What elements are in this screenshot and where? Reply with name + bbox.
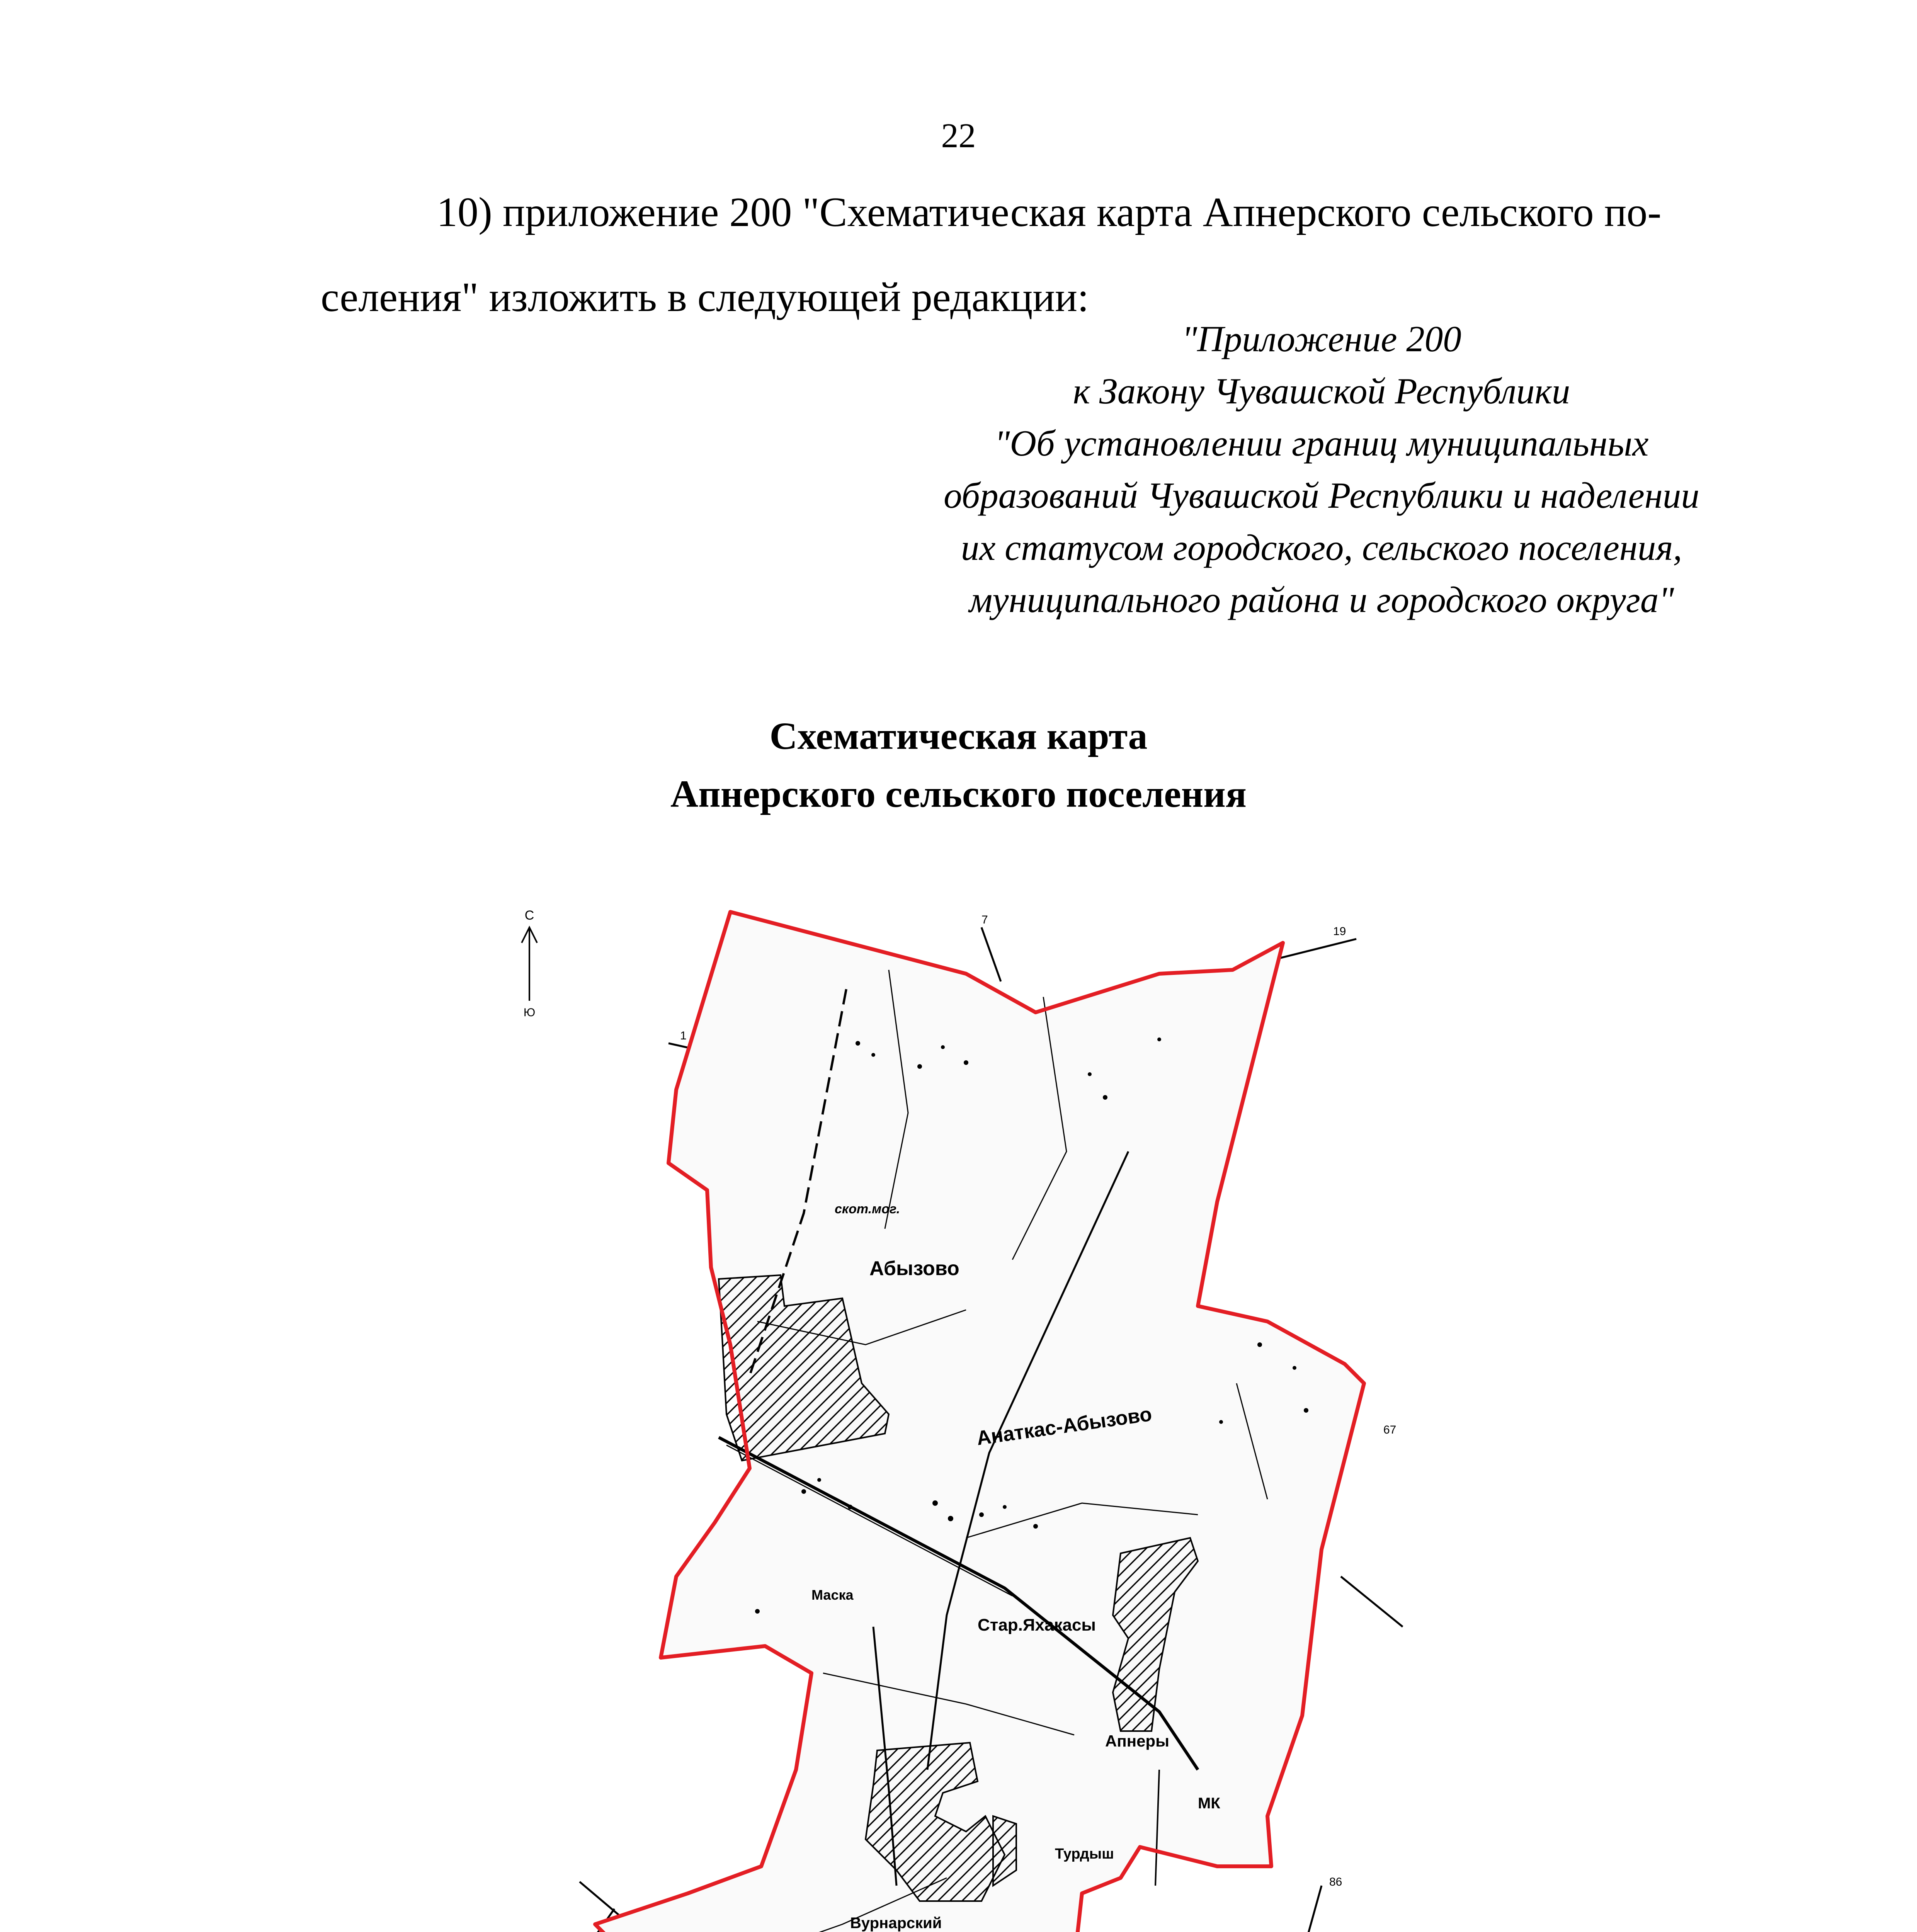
map-title-line-1: Схематическая карта [769,714,1148,757]
place-label: Абызово [869,1257,959,1280]
appendix-line: муниципального района и городского округа" [969,579,1674,620]
page-number: 22 [941,117,976,155]
lead-line-2: селения" изложить в следующей редакции: [321,274,1089,320]
appendix-line: "Об установлении границ муниципальных [994,423,1649,464]
schematic-map [502,881,1546,1932]
place-label: Стар.Яхакасы [978,1616,1096,1634]
compass-letter-south: Ю [523,1006,536,1019]
point-label: 1 [680,1029,687,1042]
point-label: 7 [981,913,988,926]
place-label: Апнеры [1105,1732,1169,1750]
appendix-reference [877,313,1766,626]
map-title-line-2: Апнерского сельского поселения [670,772,1247,815]
map-title [0,707,1917,823]
place-label: Маска [811,1587,854,1603]
appendix-line: образований Чувашской Республики и наделении [944,475,1699,516]
appendix-line: их статусом городского, сельского поселения, [961,527,1682,568]
lead-line-1: 10) приложение 200 "Схематическая карта Апнерского сельского по- [437,189,1662,235]
point-label: 19 [1333,925,1346,938]
place-label: Турдыш [1055,1846,1114,1862]
point-label: 86 [1329,1876,1342,1888]
appendix-line: к Закону Чувашской Республики [1073,371,1570,412]
place-label: скот.мог. [835,1202,900,1216]
place-label: Анаткас-Абызово [975,1403,1153,1450]
point-label: 67 [1383,1423,1397,1436]
compass-arrow-icon [522,908,537,1019]
place-label: МК [1198,1795,1220,1812]
appendix-line: "Приложение 200 [1182,318,1461,359]
settlement-territory [595,912,1364,1932]
compass-letter-north: С [524,908,534,923]
place-label: Вурнарский [850,1915,942,1932]
map-svg [502,881,1546,1932]
